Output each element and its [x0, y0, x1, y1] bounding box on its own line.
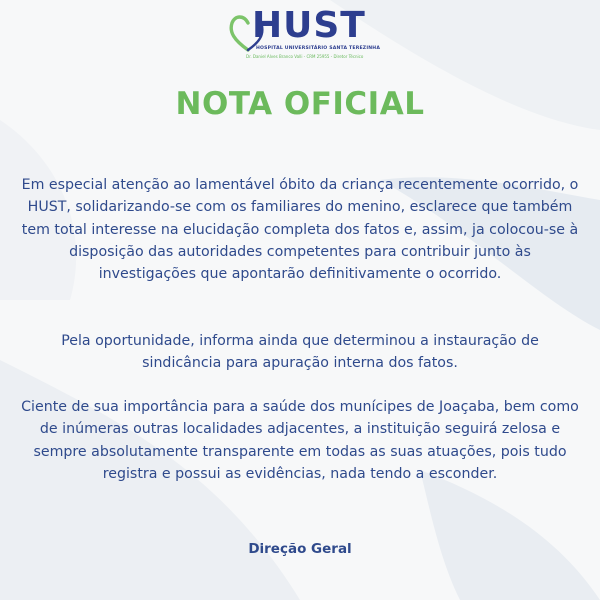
logo-wordmark: HUST — [252, 5, 366, 46]
paragraph-2: Pela oportunidade, informa ainda que determinou a instauração de sindicância para apuração interna dos fatos. — [61, 333, 539, 372]
page-title: NOTA OFICIAL — [175, 86, 425, 122]
paragraph-1: Em especial atenção ao lamentável óbito da criança recentemente ocorrido, o HUST, solidarizando-se com os familiares do menino, esclarece que também tem total interesse na elucidação completa dos fatos e, assim, ja colocou-se à disposição das autoridades competentes para contribuir junto às investigações que apontarão definitivamente o ocorrido. — [21, 177, 579, 283]
signature: Direção Geral — [248, 541, 352, 557]
logo-subtitle: HOSPITAL UNIVERSITÁRIO SANTA TEREZINHA — [256, 46, 381, 51]
logo-director-line: Dr. Daniel Alves Branco Valli - CRM 25955 - Diretor Técnico — [246, 54, 364, 59]
paragraph-3: Ciente de sua importância para a saúde dos munícipes de Joaçaba, bem como de inúmeras outras localidades adjacentes, a instituição seguirá zelosa e sempre absolutamente transparente em todas as suas atuações, pois tudo registra e possui as evidências, nada tendo a esconder. — [21, 399, 579, 482]
hust-logo — [228, 5, 381, 60]
